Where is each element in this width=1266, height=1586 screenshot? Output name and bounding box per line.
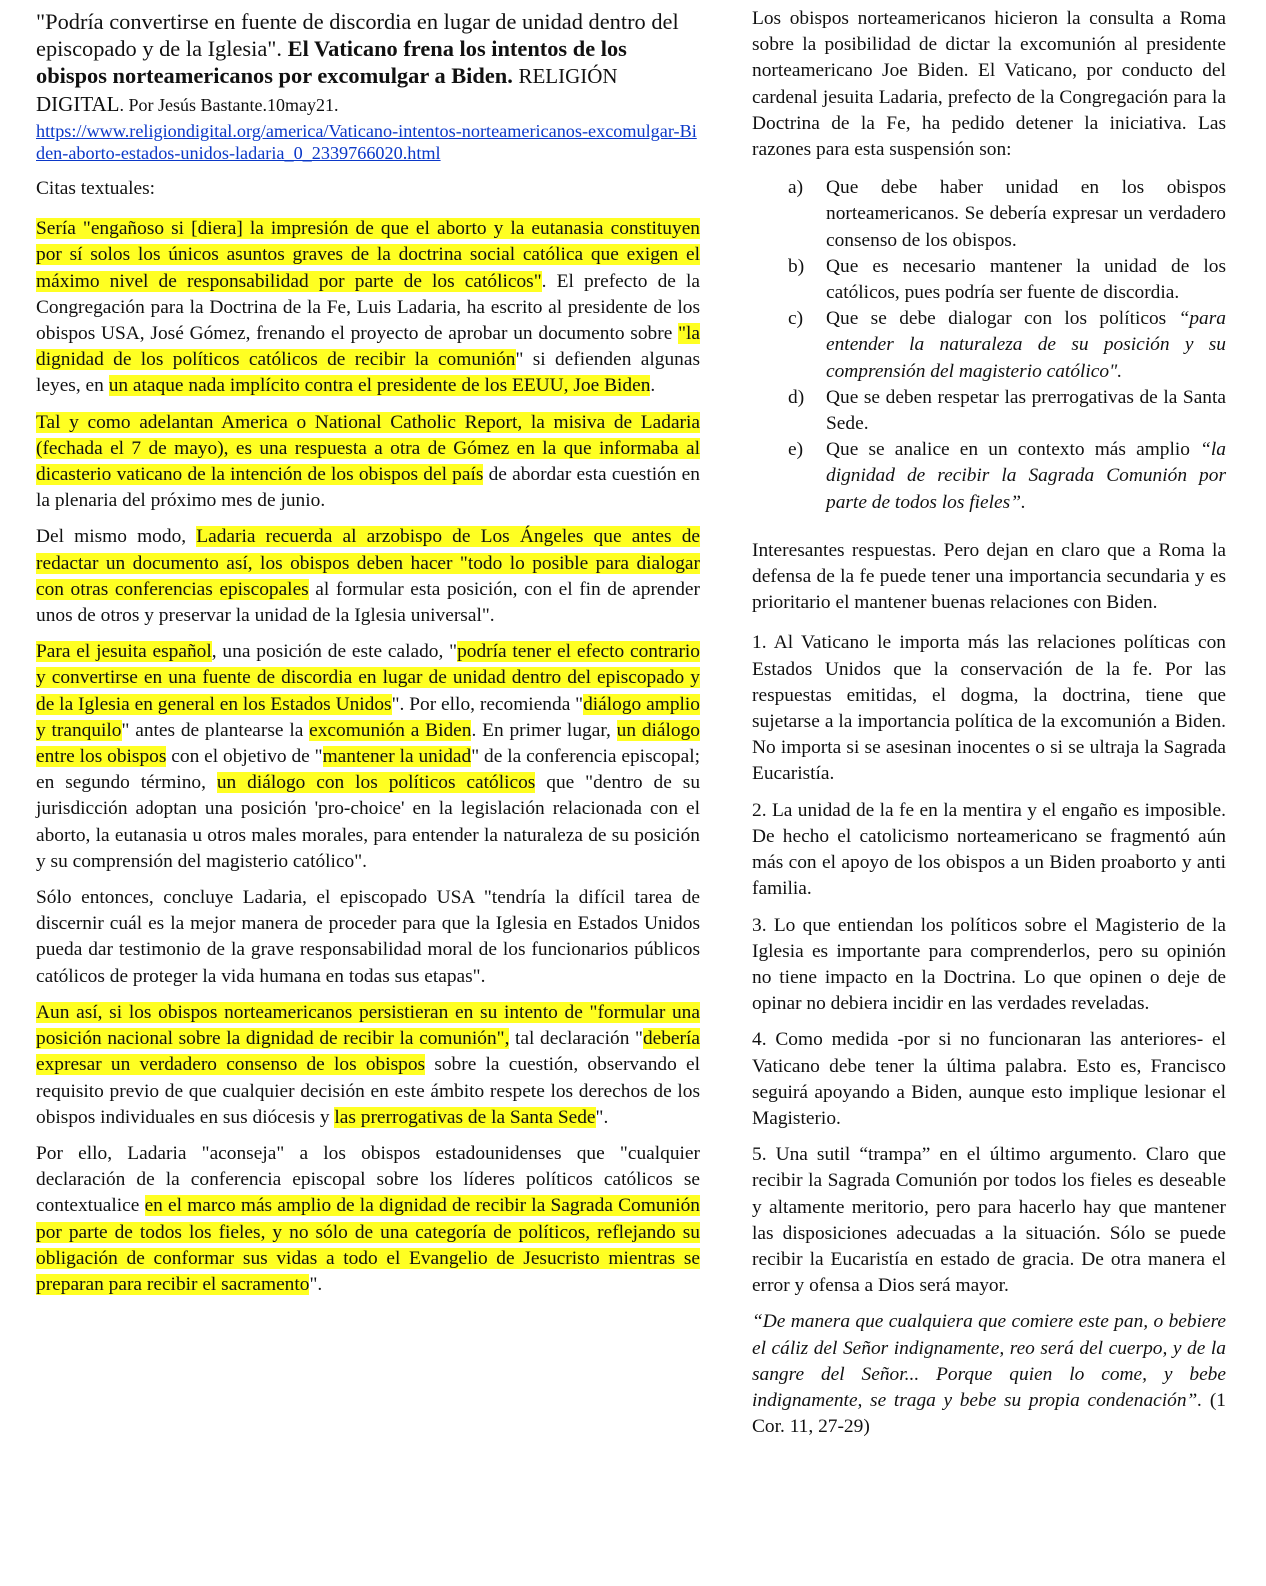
left-paragraph-5: Sólo entonces, concluye Ladaria, el episcopado USA "tendría la difícil tarea de discernir cuál es la mejor manera de proceder para que la Iglesia en Estados Unidos pueda dar testimonio de la grave responsabilidad moral de los funcionarios públicos católicos de proteger la vida humana en todas sus etapas". bbox=[36, 887, 700, 987]
article-header bbox=[36, 8, 700, 119]
left-paragraph-7: Por ello, Ladaria "aconseja" a los obispos estadounidenses que "cualquier declaración de la conferencia episcopal sobre los líderes políticos católicos se contextualice en el marco más amplio de la dignidad de recibir la Sagrada Comunión por parte de todos los fieles, y no sólo de una categoría de políticos, reflejando su obligación de conformar sus vidas a todo el Evangelio de Jesucristo mientras se preparan para recibir el sacramento". bbox=[36, 1142, 700, 1295]
point-2: 2. La unidad de la fe en la mentira y el engaño es imposible. De hecho el catolicismo norteamericano se fragmentó aún más con el apoyo de los obispos a un Biden proaborto y anti familia. bbox=[752, 799, 1226, 900]
left-column bbox=[36, 0, 700, 1298]
point-4: 4. Como medida -por si no funcionaran las anteriores- el Vaticano debe tener la última palabra. Esto es, Francisco seguirá apoyando a Biden, aunque esto implique lesionar el Magisterio. bbox=[752, 1029, 1226, 1129]
byline: . Por Jesús Bastante.10may21. bbox=[119, 95, 339, 115]
reasons-list bbox=[752, 175, 1226, 516]
list-item: b) Que es necesario mantener la unidad de los católicos, pues podría ser fuente de discordia. bbox=[788, 255, 1226, 304]
source-name: RELIGIÓN DIGITAL bbox=[36, 64, 618, 116]
left-paragraph-2: Tal y como adelantan America o National Catholic Report, la misiva de Ladaria (fechada el 7 de mayo), es una respuesta a otra de Gómez en la que informaba al dicasterio vaticano de la intención de los obispos del país de abordar esta cuestión en la plenaria del próximo mes de junio. bbox=[36, 411, 700, 512]
headline: El Vaticano frena los intentos de los obispos norteamericanos por excomulgar a Biden. bbox=[36, 36, 627, 88]
point-3: 3. Lo que entiendan los políticos sobre el Magisterio de la Iglesia es importante para comprenderlos, pero su opinión no tiene impacto en la Doctrina. Lo que opinen o deje de opinar no debiera incidir en las verdades reveladas. bbox=[752, 914, 1226, 1015]
right-comment: Interesantes respuestas. Pero dejan en claro que a Roma la defensa de la fe puede tener una importancia secundaria y es prioritario el mantener buenas relaciones con Biden. bbox=[752, 539, 1226, 614]
bible-reference: (1 Cor. 11, 27-29) bbox=[752, 1389, 1226, 1438]
list-item: e) Que se analice en un contexto más amplio “la dignidad de recibir la Sagrada Comunión por parte de todos los fieles”. bbox=[788, 439, 1226, 513]
right-column bbox=[752, 0, 1226, 1440]
point-1: 1. Al Vaticano le importa más las relaciones políticas con Estados Unidos que la conservación de la fe. Por las respuestas emitidas, el dogma, la doctrina, tiene que sujetarse a la importancia política de la excomunión a Biden. No importa si se asesinan inocentes o si se ultraja la Sagrada Eucaristía. bbox=[752, 632, 1226, 785]
left-paragraph-6: Aun así, si los obispos norteamericanos persistieran en su intento de "formular una posición nacional sobre la dignidad de recibir la comunión", tal declaración "debería expresar un verdadero consenso de los obispos sobre la cuestión, observando el requisito previo de que cualquier decisión en este ámbito respete los derechos de los obispos individuales en sus diócesis y las prerrogativas de la Santa Sede". bbox=[36, 1001, 700, 1128]
citas-label: Citas textuales: bbox=[36, 178, 156, 199]
list-item: d) Que se deben respetar las prerrogativas de la Santa Sede. bbox=[788, 386, 1226, 435]
left-paragraph-1: Sería "engañoso si [diera] la impresión de que el aborto y la eutanasia constituyen por sí solos los únicos asuntos graves de la doctrina social católica que exigen el máximo nivel de responsabilidad por parte de los católicos". El prefecto de la Congregación para la Doctrina de la Fe, Luis Ladaria, ha escrito al presidente de los obispos USA, José Gómez, frenando el proyecto de aprobar un documento sobre "la dignidad de los políticos católicos de recibir la comunión" si defienden algunas leyes, en un ataque nada implícito contra el presidente de los EEUU, Joe Biden. bbox=[36, 218, 700, 397]
header-quote: "Podría convertirse en fuente de discordia en lugar de unidad dentro del episcopado y de la Iglesia". bbox=[36, 9, 679, 61]
left-paragraph-3: Del mismo modo, Ladaria recuerda al arzobispo de Los Ángeles que antes de redactar un documento así, los obispos deben hacer "todo lo posible para dialogar con otras conferencias episcopales al formular esta posición, con el fin de aprender unos de otros y preservar la unidad de la Iglesia universal". bbox=[36, 526, 700, 627]
bible-quote: “De manera que cualquiera que comiere este pan, o bebiere el cáliz del Señor indignamente, reo será del cuerpo, y de la sangre del Señor... Porque quien lo come, y bebe indignamente, se traga y bebe su propia condenación”. (1 Cor. 11, 27-29) bbox=[752, 1311, 1226, 1438]
point-5: 5. Una sutil “trampa” en el último argumento. Claro que recibir la Sagrada Comunión por todos los fieles es deseable y altamente meritorio, pero para hacerlo hay que mantener las disposiciones adecuadas a la situación. Sólo se puede recibir la Eucaristía en estado de gracia. De otra manera el error y ofensa a Dios será mayor. bbox=[752, 1144, 1226, 1297]
right-intro: Los obispos norteamericanos hicieron la consulta a Roma sobre la posibilidad de dictar la excomunión al presidente norteamericano Joe Biden. El Vaticano, por conducto del cardenal jesuita Ladaria, prefecto de la Congregación para la Doctrina de la Fe, ha pedido detener la iniciativa. Las razones para esta suspensión son: bbox=[752, 8, 1226, 161]
left-paragraph-4: Para el jesuita español, una posición de este calado, "podría tener el efecto contrario y convertirse en una fuente de discordia en lugar de unidad dentro del episcopado y de la Iglesia en general en los Estados Unidos". Por ello, recomienda "diálogo amplio y tranquilo" antes de plantearse la excomunión a Biden. En primer lugar, un diálogo entre los obispos con el objetivo de "mantener la unidad" de la conferencia episcopal; en segundo término, un diálogo con los políticos católicos que "dentro de su jurisdicción adoptan una posición 'pro-choice' en la legislación relacionada con el aborto, la eutanasia u otros males morales, para entender la naturaleza de su posición y su comprensión del magisterio católico". bbox=[36, 641, 701, 872]
list-item: c) Que se debe dialogar con los políticos “para entender la naturaleza de su posición y su comprensión del magisterio católico". bbox=[788, 308, 1226, 382]
list-item: a) Que debe haber unidad en los obispos norteamericanos. Se debería expresar un verdadero consenso de los obispos. bbox=[788, 177, 1226, 251]
article-link[interactable]: https://www.religiondigital.org/america/Vaticano-intentos-norteamericanos-excomulgar-Biden-aborto-estados-unidos-ladaria_0_2339766020.html bbox=[36, 121, 697, 163]
